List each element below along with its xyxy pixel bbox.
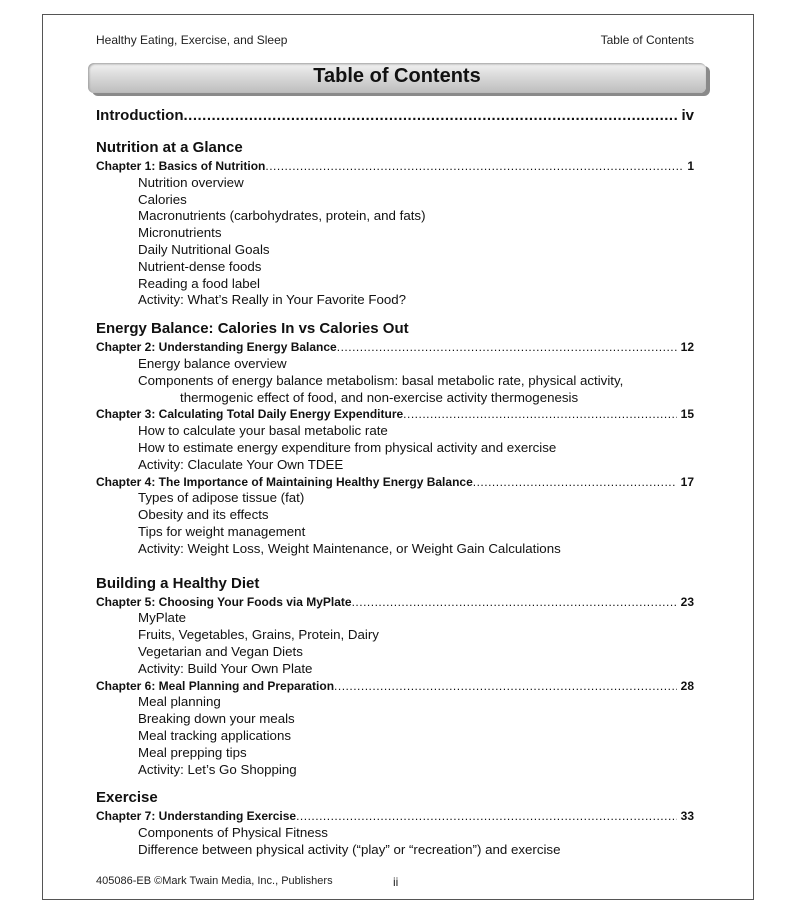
running-head-right: Table of Contents bbox=[600, 33, 694, 47]
toc-item: Activity: Claculate Your Own TDEE bbox=[138, 456, 344, 472]
toc-section-heading: Exercise bbox=[96, 789, 158, 807]
toc-chapter-4[interactable] bbox=[96, 474, 694, 491]
toc-chapter-1[interactable] bbox=[96, 158, 694, 175]
toc-item: How to estimate energy expenditure from physical activity and exercise bbox=[138, 439, 557, 455]
title-banner bbox=[88, 63, 706, 93]
running-head-left: Healthy Eating, Exercise, and Sleep bbox=[96, 33, 288, 47]
toc-chapter-label: Chapter 6: Meal Planning and Preparation bbox=[96, 678, 335, 693]
toc-item: Meal prepping tips bbox=[138, 744, 247, 760]
toc-section-heading: Building a Healthy Diet bbox=[96, 574, 260, 592]
toc-item: Obesity and its effects bbox=[138, 507, 269, 523]
toc-introduction-label: Introduction bbox=[96, 107, 184, 124]
toc-item-continued: thermogenic effect of food, and non-exercise activity thermogenesis bbox=[180, 389, 579, 405]
toc-chapter-page: 17 bbox=[680, 474, 694, 489]
dot-leader bbox=[352, 594, 677, 611]
toc-item: Meal planning bbox=[138, 694, 221, 710]
dot-leader bbox=[337, 339, 677, 356]
dot-leader bbox=[473, 474, 677, 491]
toc-item: Calories bbox=[138, 191, 187, 207]
toc-chapter-3[interactable] bbox=[96, 406, 694, 423]
dot-leader bbox=[334, 678, 677, 695]
toc-chapter-7[interactable] bbox=[96, 808, 694, 825]
footer-page-number: ii bbox=[393, 875, 399, 889]
toc-item: Macronutrients (carbohydrates, protein, and fats) bbox=[138, 208, 426, 224]
toc-item: Micronutrients bbox=[138, 225, 222, 241]
toc-item: Meal tracking applications bbox=[138, 727, 291, 743]
toc-chapter-5[interactable] bbox=[96, 594, 694, 611]
document-page bbox=[42, 14, 754, 900]
toc-item: Reading a food label bbox=[138, 275, 260, 291]
toc-chapter-6[interactable] bbox=[96, 678, 694, 695]
toc-item: Activity: Weight Loss, Weight Maintenance, or Weight Gain Calculations bbox=[138, 540, 561, 556]
toc-item: Components of Physical Fitness bbox=[138, 825, 328, 841]
toc-chapter-2[interactable] bbox=[96, 339, 694, 356]
toc-section-heading: Nutrition at a Glance bbox=[96, 139, 243, 156]
dot-leader bbox=[183, 101, 677, 131]
toc-chapter-page: 1 bbox=[687, 159, 694, 173]
toc-item: Types of adipose tissue (fat) bbox=[138, 490, 305, 506]
toc-chapter-page: 15 bbox=[680, 407, 694, 422]
toc-item: Activity: Let’s Go Shopping bbox=[138, 761, 297, 777]
toc-item: Nutrition overview bbox=[138, 174, 244, 190]
toc-chapter-label: Chapter 4: The Importance of Maintaining Healthy Energy Balance bbox=[96, 474, 473, 489]
toc-chapter-label: Chapter 7: Understanding Exercise bbox=[96, 809, 297, 824]
toc-item: Daily Nutritional Goals bbox=[138, 241, 270, 257]
toc-item: Difference between physical activity (“play” or “recreation”) and exercise bbox=[138, 841, 561, 857]
toc-chapter-page: 23 bbox=[680, 594, 694, 609]
toc-item: How to calculate your basal metabolic rate bbox=[138, 423, 388, 439]
toc-chapter-page: 33 bbox=[680, 809, 694, 824]
toc-item: Activity: What’s Really in Your Favorite Food? bbox=[138, 292, 407, 308]
toc-section-heading: Energy Balance: Calories In vs Calories Out bbox=[96, 320, 409, 338]
toc-item: Vegetarian and Vegan Diets bbox=[138, 643, 303, 659]
toc-item: Energy balance overview bbox=[138, 355, 287, 371]
page-title: Table of Contents bbox=[313, 65, 481, 87]
toc-item: Components of energy balance metabolism: basal metabolic rate, physical activity, bbox=[138, 372, 624, 388]
toc-item: Fruits, Vegetables, Grains, Protein, Dairy bbox=[138, 627, 379, 643]
toc-chapter-label: Chapter 1: Basics of Nutrition bbox=[96, 159, 266, 173]
toc-item: Activity: Build Your Own Plate bbox=[138, 660, 313, 676]
toc-chapter-page: 28 bbox=[680, 678, 694, 693]
table-of-contents bbox=[96, 101, 694, 859]
toc-chapter-page: 12 bbox=[680, 340, 694, 355]
toc-chapter-label: Chapter 5: Choosing Your Foods via MyPlate bbox=[96, 594, 352, 609]
toc-item: Nutrient-dense foods bbox=[138, 258, 262, 274]
toc-item: MyPlate bbox=[138, 610, 187, 626]
dot-leader bbox=[265, 158, 683, 175]
dot-leader bbox=[296, 808, 677, 825]
toc-introduction[interactable] bbox=[96, 101, 694, 131]
dot-leader bbox=[403, 406, 676, 423]
toc-introduction-page: iv bbox=[681, 107, 694, 124]
toc-chapter-label: Chapter 3: Calculating Total Daily Energy Expenditure bbox=[96, 407, 404, 422]
toc-chapter-label: Chapter 2: Understanding Energy Balance bbox=[96, 340, 337, 355]
toc-item: Tips for weight management bbox=[138, 523, 306, 539]
toc-item: Breaking down your meals bbox=[138, 711, 295, 727]
footer-publisher: 405086-EB ©Mark Twain Media, Inc., Publishers bbox=[96, 875, 333, 887]
